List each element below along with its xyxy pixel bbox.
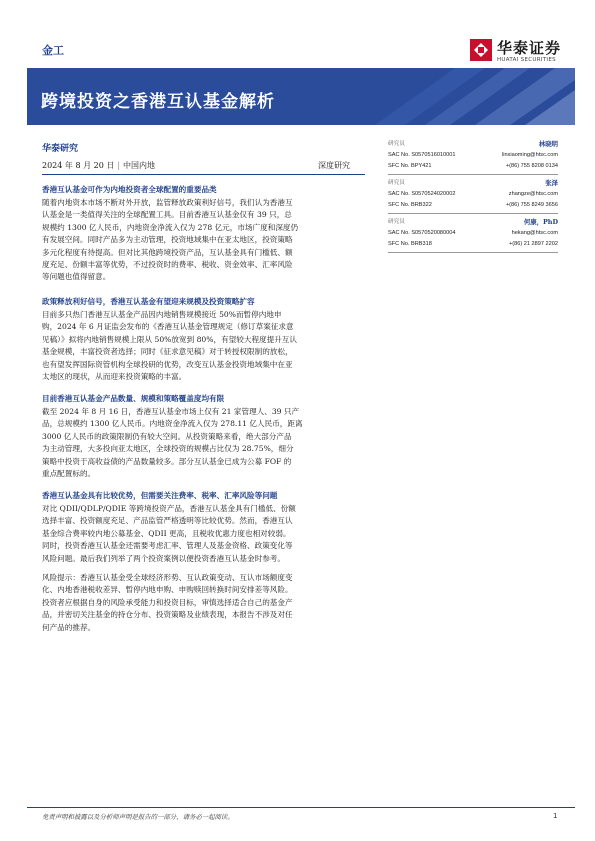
analyst-sac: SAC No. S0570524020002 [388,191,456,197]
analyst-phone: +(86) 755 8208 0134 [505,163,558,169]
text-line: 等问题也值得留意。 [42,272,111,282]
text-line: 随着内地资本市场不断对外开放，监管释放政策利好信号，我们认为香港互 [42,198,293,207]
analyst-role: 研究员 [388,219,405,225]
analyst-divider [388,252,558,253]
section-body-4 [42,503,365,565]
report-category: 深度研究 [318,161,350,170]
text-line: 度充足、份额丰富等优势，不过投资时的费率、税收、资金效率、汇率风险 [42,260,293,270]
text-line: 基金综合费率较内地公募基金、QDII 更高，且税收优惠力度也相对较弱。 [42,528,291,538]
text-line: 规模约 1300 亿人民币，内地资金净流入仅为 278 亿元，市场广度和深度仍 [42,222,299,232]
analyst-role: 研究员 [388,180,405,186]
analyst-sfc: SFC No. BRB322 [388,202,432,208]
title-banner [27,68,575,125]
text-line: 有发展空间。同时产品多为主动管理，投资地域集中在亚太地区，投资策略 [42,235,293,245]
analyst-name: 张泽 [545,179,558,187]
analyst-divider [388,213,558,214]
analyst-divider [388,174,558,175]
analyst-sfc: SFC No. BPY421 [388,163,432,169]
section-heading-4: 香港互认基金具有比较优势，但需要关注费率、税率、汇率风险等问题 [42,491,278,500]
brand-name-cn: 华泰证券 [497,39,562,57]
text-line: 多元化程度有待提高。但对比其他跨境投资产品，互认基金具有门槛低、额 [42,247,293,257]
analyst-role: 研究员 [388,141,405,147]
text-line: 目前多只热门香港互认基金产品因内地销售规模接近 50%而暂停内地申 [42,310,282,319]
analyst-phone: +(86) 755 8249 3656 [505,202,558,208]
date-text: 2024 年 8 月 20 日 [42,161,115,170]
brand-logo [470,38,570,70]
text-line: 策略中投资于高收益债的产品数量较多。部分互认基金已成为公募 FOF 的 [42,456,292,466]
section-body-1 [42,197,365,284]
text-line: 截至 2024 年 8 月 16 日，香港互认基金市场上仅有 21 家管理人、39 只产 [42,407,300,416]
text-line: 投资者应根据自身的风险承受能力和投资目标，审慎选择适合自己的基金产 [42,597,293,607]
analyst-card-2 [388,178,558,214]
analyst-email[interactable]: linxiaoming@htsc.com [501,152,558,158]
text-line: 何产品的推荐。 [42,622,96,632]
sector-label: 金工 [42,44,64,57]
text-line: 3000 亿人民币的政策限制仍有较大空间。从投资策略来看，绝大部分产品 [42,431,292,441]
text-line: 风险提示：香港互认基金受全球经济形势、互认政策变动、互认市场额度变 [42,573,293,582]
text-line: 对比 QDII/QDLP/QDIE 等跨境投资产品，香港互认基金具有门槛低、份额 [42,504,296,513]
report-title: 跨境投资之香港互认基金解析 [41,92,275,112]
text-line: 为主动管理，大多投向亚太地区，全球投资的规模占比仅为 28.75%，细分 [42,444,294,454]
section-heading-3: 目前香港互认基金产品数量、规模和策略覆盖度均有限 [42,394,225,403]
text-line: 见稿）》拟将内地销售规模上限从 50%放宽到 80%，有望较大程度提升互认 [42,334,297,344]
analyst-name: 何康，PhD [523,218,558,226]
text-line: 品，总规模约 1300 亿人民币。内地资金净流入仅为 278.11 亿人民币，距离 [42,419,303,429]
region-text: 中国内地 [123,161,156,170]
section-body-3 [42,406,365,480]
analyst-email[interactable]: zhangze@htsc.com [508,191,558,197]
section-body-2 [42,309,365,383]
footer-disclaimer: 免责声明和披露以及分析师声明是报告的一部分，请务必一起阅读。 [42,813,234,821]
brand-name-en: HUATAI SECURITIES [497,57,556,63]
analyst-sac: SAC No. S0570520080004 [388,230,456,236]
text-line: 太地区的现状，从而迎来投资策略的丰富。 [42,372,187,382]
meta-divider [42,174,365,175]
text-line: 同时，投资香港互认基金还需要考虑汇率、管理人及基金资格、政策变化等 [42,541,293,551]
text-line: 也有望发挥国际资管机构全球投研的优势，改变互认基金投资地域集中在亚 [42,359,293,369]
text-line: 品，并密切关注基金的持仓分布、投资策略及业绩表现，本报告不涉及对任 [42,610,293,620]
analyst-phone: +(86) 21 2897 2202 [509,241,558,247]
text-line: 重点配置标的。 [42,469,96,479]
analyst-email[interactable]: hekang@htsc.com [511,230,558,236]
risk-warning [42,572,365,634]
footer-divider [27,807,575,808]
text-line: 基金规模，丰富投资者选择；同时《征求意见稿》对于转授权限制的放松， [42,347,293,357]
text-line: 购，2024 年 6 月证监会发布的《香港互认基金管理规定（修订草案征求意 [42,322,294,332]
text-line: 选择丰富、投资额度充足、产品监管严格透明等比较优势。然而，香港互认 [42,516,293,526]
text-line: 风险问题。最后我们列举了两个投资案例以便投资香港互认基金时参考。 [42,553,285,563]
text-line: 化、内地香港税收差异、暂停内地申购、申购赎回转换时间安排差等风险。 [42,585,293,595]
page-number: 1 [553,812,558,820]
section-heading-2: 政策释放利好信号，香港互认基金有望迎来规模及投资策略扩容 [42,297,255,306]
report-date [42,160,155,171]
analyst-card-1 [388,139,558,175]
text-line: 认基金是一类值得关注的全球配置工具。目前香港互认基金仅有 39 只，总 [42,210,292,220]
section-heading-1: 香港互认基金可作为内地投资者全球配置的重要品类 [42,185,217,194]
huatai-logo-icon [470,39,492,61]
date-separator: | [117,161,121,170]
analyst-name: 林晓明 [538,140,558,148]
analyst-sfc: SFC No. BRB318 [388,241,432,247]
analyst-sac: SAC No. S0570516010001 [388,152,456,158]
analyst-card-3 [388,217,558,253]
banner-decoration [315,68,575,125]
report-type: 华泰研究 [42,144,79,154]
